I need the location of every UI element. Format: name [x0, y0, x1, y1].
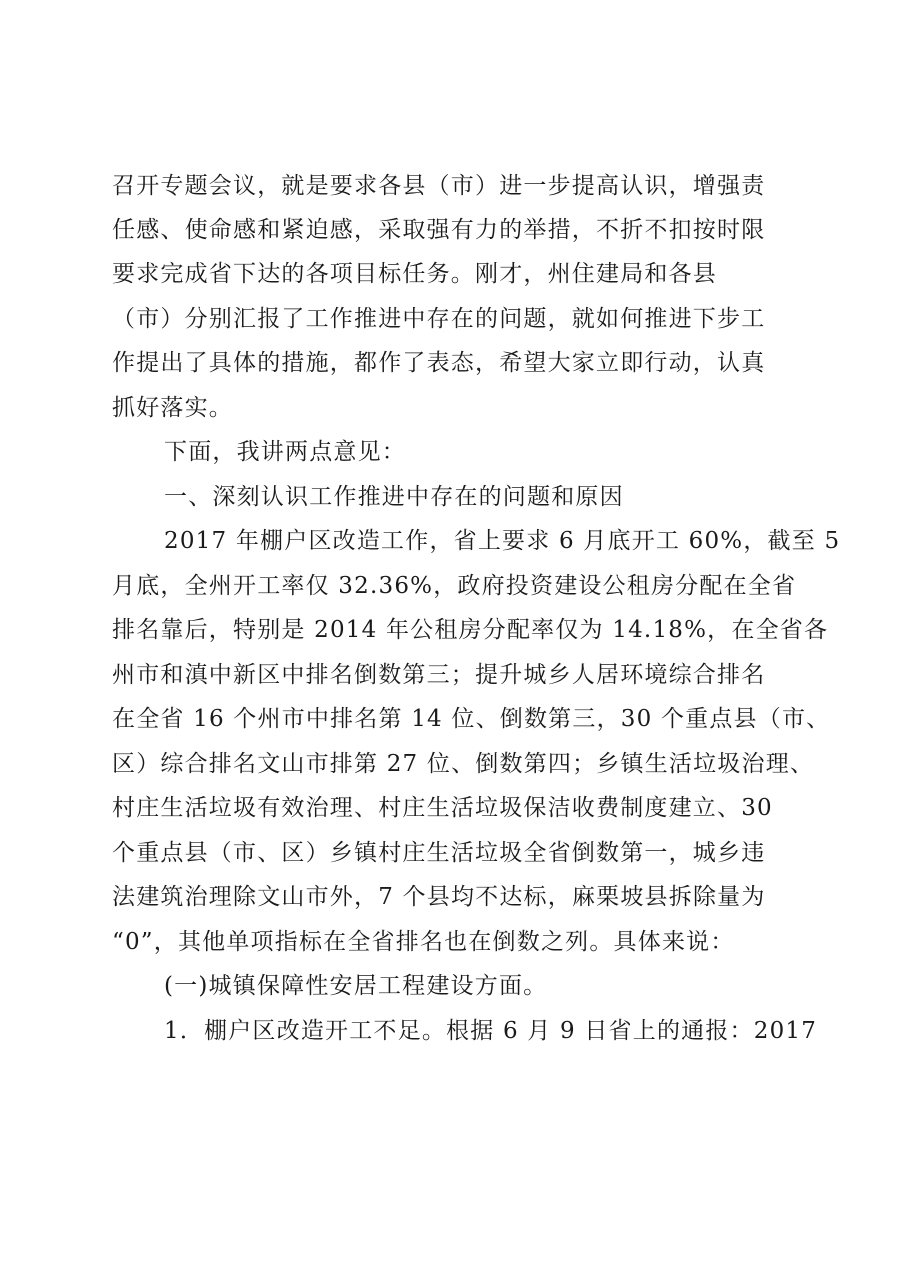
paragraph-line: 州市和滇中新区中排名倒数第三；提升城乡人居环境综合排名	[112, 662, 766, 688]
section-heading: 一、深刻认识工作推进中存在的问题和原因	[164, 484, 624, 510]
paragraph-line: 2017 年棚户区改造工作，省上要求 6 月底开工 60%，截至 5	[164, 528, 841, 554]
paragraph-line: 任感、使命感和紧迫感，采取强有力的举措，不折不扣按时限	[112, 217, 766, 243]
paragraph-line: 下面，我讲两点意见：	[164, 439, 406, 465]
paragraph-line: “0”，其他单项指标在全省排名也在倒数之列。具体来说：	[112, 929, 735, 955]
paragraph-line: 作提出了具体的措施，都作了表态，希望大家立即行动，认真	[112, 350, 766, 376]
paragraph-line: 村庄生活垃圾有效治理、村庄生活垃圾保洁收费制度建立、30	[112, 795, 773, 821]
subsection-heading: (一)城镇保障性安居工程建设方面。	[164, 973, 548, 999]
paragraph-line: 抓好落实。	[112, 395, 233, 421]
paragraph-line: 1．棚户区改造开工不足。根据 6 月 9 日省上的通报：2017	[164, 1018, 818, 1044]
paragraph-line: 区）综合排名文山市排第 27 位、倒数第四；乡镇生活垃圾治理、	[112, 751, 815, 777]
paragraph-line: 月底，全州开工率仅 32.36%，政府投资建设公租房分配在全省	[112, 573, 797, 599]
paragraph-line: （市）分别汇报了工作推进中存在的问题，就如何推进下步工	[112, 306, 766, 332]
paragraph-line: 排名靠后，特别是 2014 年公租房分配率仅为 14.18%，在全省各	[112, 617, 829, 643]
paragraph-line: 个重点县（市、区）乡镇村庄生活垃圾全省倒数第一，城乡违	[112, 840, 766, 866]
paragraph-line: 在全省 16 个州市中排名第 14 位、倒数第三，30 个重点县（市、	[112, 706, 831, 732]
paragraph-line: 要求完成省下达的各项目标任务。刚才，州住建局和各县	[112, 261, 717, 287]
paragraph-line: 法建筑治理除文山市外，7 个县均不达标，麻栗坡县拆除量为	[112, 884, 766, 910]
paragraph-line: 召开专题会议，就是要求各县（市）进一步提高认识，增强责	[112, 173, 766, 199]
